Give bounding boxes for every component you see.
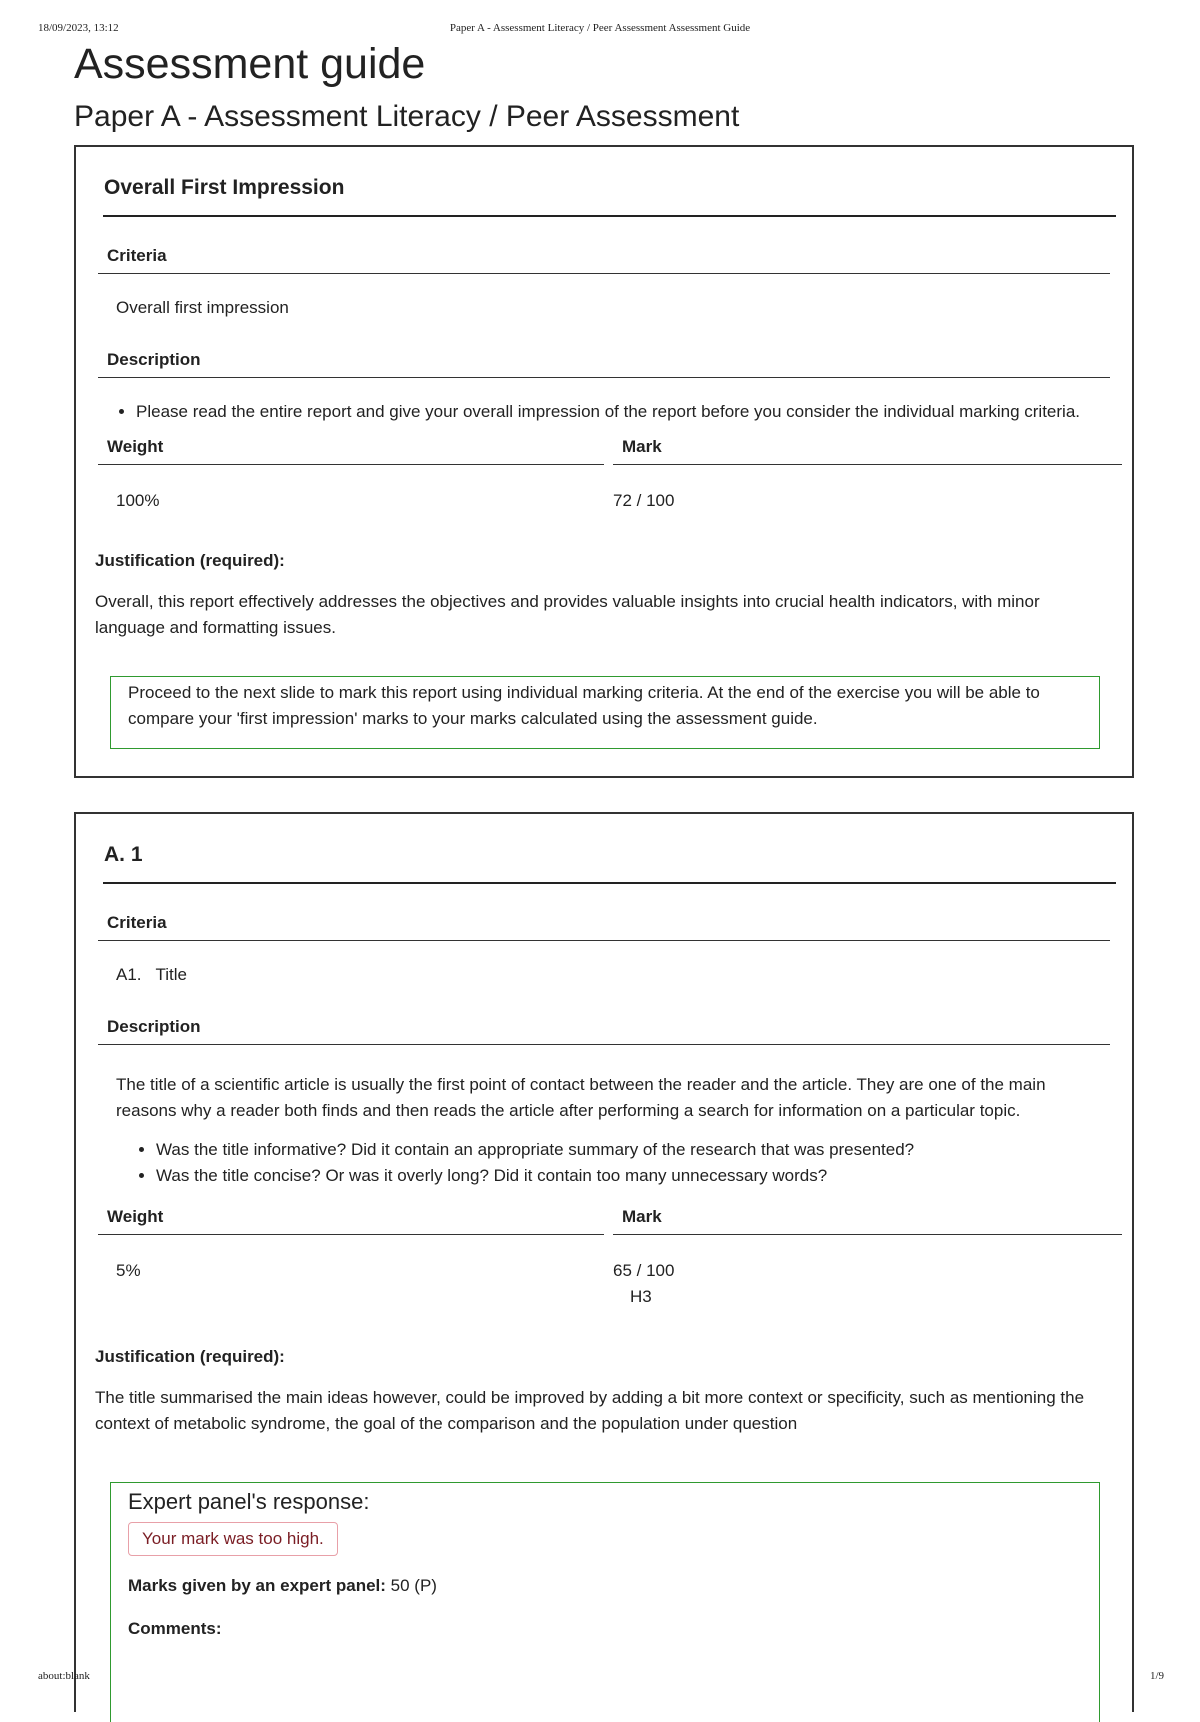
print-datetime: 18/09/2023, 13:12 [38, 22, 119, 34]
next-slide-notice [110, 676, 1100, 749]
criteria-label: Criteria [107, 913, 167, 932]
criteria-title: Title [155, 965, 188, 984]
mark-grade: H3 [630, 1287, 652, 1306]
expert-marks-value: 50 (P) [390, 1576, 437, 1595]
justification-label: Justification (required): [95, 1347, 285, 1366]
expert-marks [128, 1573, 437, 1599]
criterion-a1-card [74, 812, 1134, 1712]
description-header [98, 350, 1110, 378]
expert-marks-label: Marks given by an expert panel: [128, 1576, 386, 1595]
weight-value: 5% [116, 1261, 141, 1280]
notice-text: Proceed to the next slide to mark this report using individual marking criteria. At the end of the exercise you will be able to compare your 'first impression' marks to your marks calculated using the assessment guide. [128, 683, 1040, 728]
mark-value: 65 / 100 [613, 1261, 675, 1280]
criteria-number: A1. [116, 965, 142, 984]
page-title: Assessment guide [74, 40, 426, 88]
print-url: about:blank [38, 1670, 90, 1682]
criteria-header [98, 913, 1110, 941]
comments-label: Comments: [128, 1619, 222, 1638]
justification-text: Overall, this report effectively addresses the objectives and provides valuable insights into crucial health indicators, with minor language and formatting issues. [95, 592, 1040, 637]
weight-label: Weight [107, 1207, 164, 1226]
mark-value: 72 / 100 [613, 491, 675, 510]
justification-text: The title summarised the main ideas however, could be improved by adding a bit more context or specificity, such as mentioning the context of metabolic syndrome, the goal of the comparison and the population under question [95, 1388, 1085, 1433]
criteria-header [98, 246, 1110, 274]
weight-value: 100% [116, 491, 160, 510]
description-label: Description [107, 1017, 201, 1036]
page-number: 1/9 [1149, 1670, 1164, 1682]
description-bullet: • Was the title informative? Did it contain an appropriate summary of the research that was presented? [156, 1137, 1146, 1163]
verdict-badge: Your mark was too high. [128, 1522, 338, 1556]
section-heading: Overall First Impression [104, 176, 345, 199]
weight-header [98, 437, 604, 465]
mark-header [613, 437, 1122, 465]
page-subtitle: Paper A - Assessment Literacy / Peer Assessment [74, 100, 740, 133]
criteria-value [116, 962, 187, 988]
description-list [96, 399, 1166, 425]
description-label: Description [107, 350, 201, 369]
card-header [103, 814, 1116, 884]
weight-label: Weight [107, 437, 164, 456]
mark-label: Mark [622, 437, 662, 456]
print-header [0, 22, 1200, 36]
criteria-value: Overall first impression [116, 298, 289, 317]
print-title: Paper A - Assessment Literacy / Peer Assessment Assessment Guide [449, 22, 751, 34]
section-heading: A. 1 [104, 843, 143, 866]
description-header [98, 1017, 1110, 1045]
mark-header [613, 1207, 1122, 1235]
weight-header [98, 1207, 604, 1235]
justification-label: Justification (required): [95, 551, 285, 570]
criteria-label: Criteria [107, 246, 167, 265]
description-bullet: • Was the title concise? Or was it overly long? Did it contain too many unnecessary words? [156, 1163, 1146, 1189]
expert-panel-response [110, 1482, 1100, 1722]
description-text: The title of a scientific article is usually the first point of contact between the reader and the article. They are one of the main reasons why a reader both finds and then reads the article after performing a search for information on a particular topic. [116, 1075, 1046, 1120]
mark-label: Mark [622, 1207, 662, 1226]
description-list [116, 1137, 1146, 1189]
expert-heading: Expert panel's response: [128, 1489, 370, 1514]
card-header [103, 147, 1116, 217]
overall-impression-card [74, 145, 1134, 778]
description-bullet: • Please read the entire report and give your overall impression of the report before you consider the individual marking criteria. [136, 399, 1166, 425]
